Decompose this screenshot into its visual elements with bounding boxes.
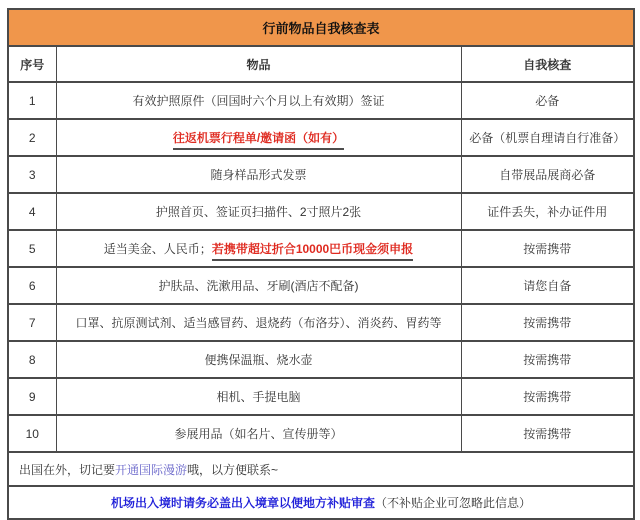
row-number: 6 (8, 267, 56, 304)
item-cell: 相机、手提电脑 (56, 378, 461, 415)
row-number: 4 (8, 193, 56, 230)
table-row-6 (8, 267, 634, 304)
roaming-note (8, 452, 634, 486)
row-number: 2 (8, 119, 56, 156)
item-alert-text: 往返机票行程单/邀请函（如有） (173, 131, 344, 150)
check-cell-alert: 按需携带 (461, 304, 634, 341)
item-cell (56, 230, 461, 267)
item-cell: 有效护照原件（回国时六个月以上有效期）签证 (56, 82, 461, 119)
table-row-7 (8, 304, 634, 341)
pretrip-checklist-table (7, 8, 635, 520)
item-cell: 便携保温瓶、烧水壶 (56, 341, 461, 378)
check-cell-alert: 按需携带 (461, 415, 634, 452)
row-number: 1 (8, 82, 56, 119)
table-row-8 (8, 341, 634, 378)
item-cell: 护肤品、洗漱用品、牙刷(酒店不配备) (56, 267, 461, 304)
check-cell-alert: 按需携带 (461, 378, 634, 415)
table-row-5 (8, 230, 634, 267)
row-number: 3 (8, 156, 56, 193)
check-cell: 自带展品展商必备 (461, 156, 634, 193)
table-row-2 (8, 119, 634, 156)
item-cell: 口罩、抗原测试剂、适当感冒药、退烧药（布洛芬）、消炎药、胃药等 (56, 304, 461, 341)
column-header-item: 物品 (56, 46, 461, 82)
item-plain-text: 适当美金、人民币； (103, 242, 212, 256)
stamp-notice-text: 机场出入境时请务必盖出入境章以便地方补贴审查 (111, 496, 376, 510)
table-title-row (8, 9, 634, 46)
item-cell: 随身样品形式发票 (56, 156, 461, 193)
table-row-10 (8, 415, 634, 452)
roaming-note-row (8, 452, 634, 486)
check-cell-alert: 证件丢失，补办证件用 (461, 193, 634, 230)
roaming-note-suffix: 哦，以方便联系~ (187, 462, 279, 477)
table-row-1 (8, 82, 634, 119)
column-header-row (8, 46, 634, 82)
check-cell-alert: 按需携带 (461, 341, 634, 378)
check-cell: 必备 (461, 82, 634, 119)
row-number: 8 (8, 341, 56, 378)
column-header-check: 自我核查 (461, 46, 634, 82)
row-number: 10 (8, 415, 56, 452)
table-row-4 (8, 193, 634, 230)
table-title: 行前物品自我核查表 (8, 9, 634, 46)
table-row-9 (8, 378, 634, 415)
check-cell-alert: 按需携带 (461, 230, 634, 267)
roaming-note-prefix: 出国在外，切记要 (19, 462, 116, 477)
stamp-note-suffix: （不补贴企业可忽略此信息） (375, 496, 532, 510)
stamp-note-row (8, 486, 634, 519)
stamp-note (8, 486, 634, 519)
roaming-highlight-text: 开通国际漫游 (115, 462, 188, 477)
check-cell: 必备（机票自理请自行准备） (461, 119, 634, 156)
item-cell: 参展用品（如名片、宣传册等） (56, 415, 461, 452)
column-header-no: 序号 (8, 46, 56, 82)
table-row-3 (8, 156, 634, 193)
check-cell: 请您自备 (461, 267, 634, 304)
row-number: 5 (8, 230, 56, 267)
item-cell (56, 119, 461, 156)
row-number: 7 (8, 304, 56, 341)
item-alert-text: 若携带超过折合10000巴币现金须申报 (212, 242, 413, 261)
row-number: 9 (8, 378, 56, 415)
item-cell: 护照首页、签证页扫描件、2寸照片2张 (56, 193, 461, 230)
